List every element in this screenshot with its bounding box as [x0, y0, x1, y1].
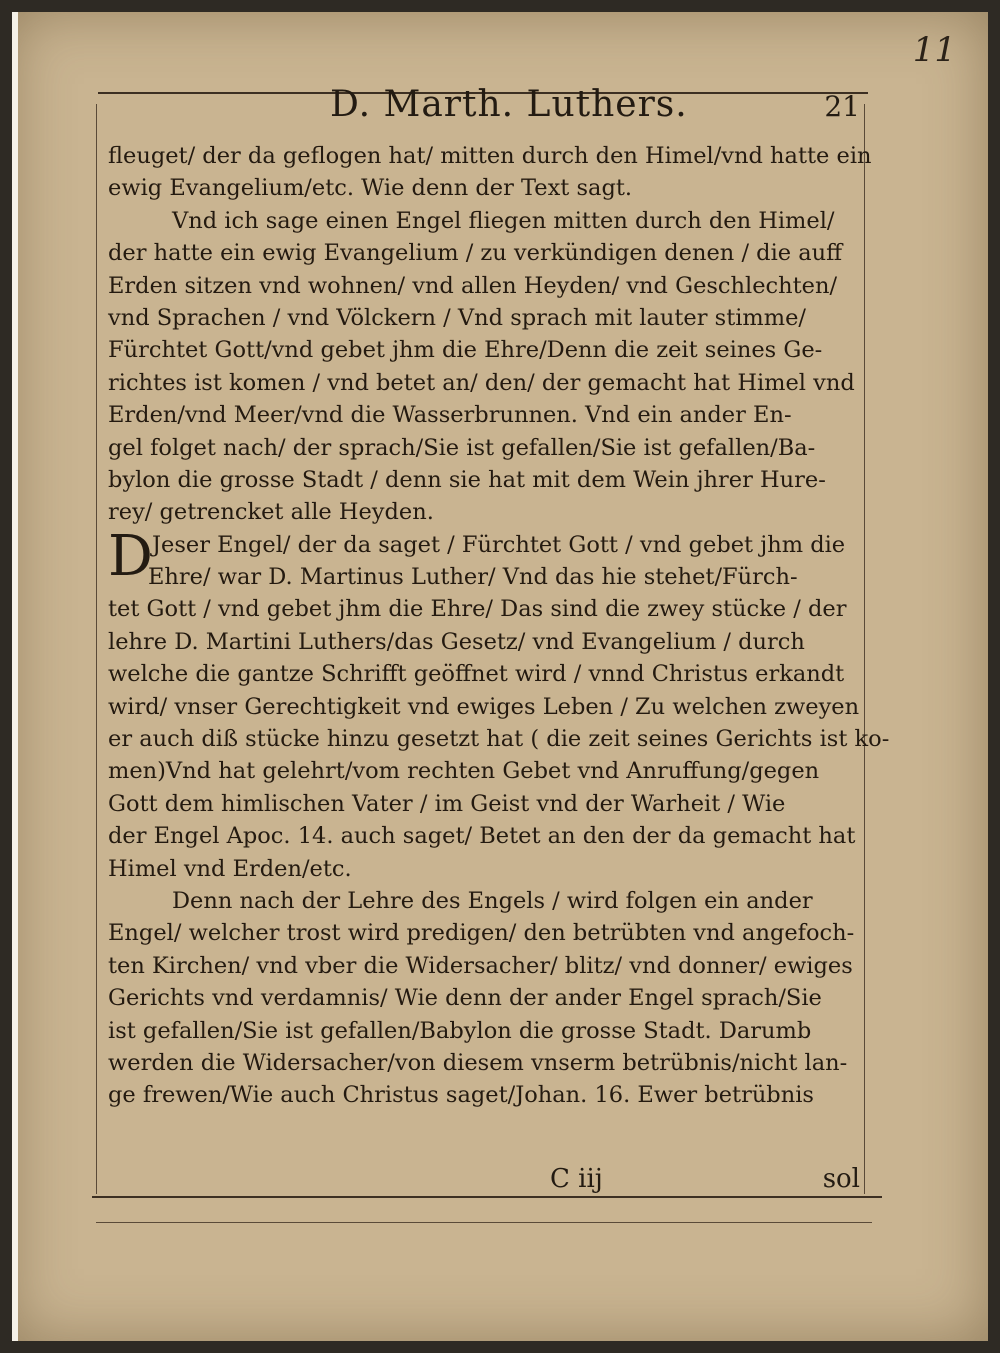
- text-line: Gott dem himlischen Vater / im Geist vnd der Warheit / Wie: [108, 790, 786, 817]
- folio-mark: 11: [912, 30, 956, 70]
- text-line: Fürchtet Gott/vnd gebet jhm die Ehre/Denn die zeit seines Ge-: [108, 337, 823, 364]
- text-line: lehre D. Martini Luthers/das Gesetz/ vnd Evangelium / durch: [108, 628, 805, 655]
- footer-rule: [92, 1196, 882, 1198]
- body-text: [108, 140, 890, 1112]
- text-line: ewig Evangelium/etc. Wie denn der Text sagt.: [108, 175, 633, 202]
- text-line: ist gefallen/Sie ist gefallen/Babylon die grosse Stadt. Darumb: [108, 1017, 812, 1044]
- text-line: er auch diß stücke hinzu gesetzt hat ( die zeit seines Gerichts ist ko-: [108, 726, 890, 753]
- text-line: Engel/ welcher trost wird predigen/ den betrübten vnd angefoch-: [108, 920, 855, 947]
- text-line: wird/ vnser Gerechtigkeit vnd ewiges Leben / Zu welchen zweyen: [108, 693, 860, 720]
- text-line: ge frewen/Wie auch Christus saget/Johan. 16. Ewer betrübnis: [108, 1082, 814, 1109]
- catchword: sol: [822, 1164, 860, 1194]
- text-line: gel folget nach/ der sprach/Sie ist gefallen/Sie ist gefallen/Ba-: [108, 434, 816, 461]
- page-number: 21: [824, 90, 860, 123]
- signature-mark: C iij: [550, 1164, 603, 1194]
- text-line: fleuget/ der da geflogen hat/ mitten durch den Himel/vnd hatte ein: [108, 143, 872, 169]
- text-line: men)Vnd hat gelehrt/vom rechten Gebet vnd Anruffung/gegen: [108, 758, 820, 785]
- left-margin-rule: [96, 104, 97, 1194]
- text-line: Himel vnd Erden/etc.: [108, 855, 352, 882]
- page-edge: [12, 12, 18, 1341]
- page-footer: [100, 1164, 860, 1204]
- text-line: Erden/vnd Meer/vnd die Wasserbrunnen. Vnd ein ander En-: [108, 402, 792, 429]
- text-line: Denn nach der Lehre des Engels / wird folgen ein ander: [172, 887, 813, 914]
- text-line: bylon die grosse Stadt / denn sie hat mit dem Wein jhrer Hure-: [108, 466, 826, 493]
- text-line: welche die gantze Schrifft geöffnet wird / vnnd Christus erkandt: [108, 661, 845, 688]
- text-line: der hatte ein ewig Evangelium / zu verkündigen denen / die auff: [108, 240, 843, 267]
- right-margin-rule: [864, 104, 865, 1194]
- text-line: Ehre/ war D. Martinus Luther/ Vnd das hie stehet/Fürch-: [148, 564, 798, 591]
- text-line-content: Jeser Engel/ der da saget / Fürchtet Gott / vnd gebet jhm die: [152, 531, 846, 558]
- text-line: rey/ getrencket alle Heyden.: [108, 499, 434, 526]
- drop-cap: D: [108, 523, 153, 589]
- text-line: der Engel Apoc. 14. auch saget/ Betet an den der da gemacht hat: [108, 823, 856, 850]
- text-line: tet Gott / vnd gebet jhm die Ehre/ Das sind die zwey stücke / der: [108, 596, 847, 623]
- footer-rule-thin: [96, 1222, 872, 1223]
- running-title: D. Marth. Luthers.: [330, 84, 688, 125]
- text-line: richtes ist komen / vnd betet an/ den/ der gemacht hat Himel vnd: [108, 369, 855, 396]
- text-line: werden die Widersacher/von diesem vnserm betrübnis/nicht lan-: [108, 1049, 848, 1076]
- text-line: Erden sitzen vnd wohnen/ vnd allen Heyden/ vnd Geschlechten/: [108, 272, 838, 299]
- text-line: ten Kirchen/ vnd vber die Widersacher/ blitz/ vnd donner/ ewiges: [108, 952, 853, 979]
- text-line: vnd Sprachen / vnd Völckern / Vnd sprach mit lauter stimme/: [108, 304, 806, 331]
- text-line: Gerichts vnd verdamnis/ Wie denn der ander Engel sprach/Sie: [108, 985, 822, 1012]
- page-header: [100, 84, 860, 132]
- text-line: Vnd ich sage einen Engel fliegen mitten durch den Himel/: [172, 207, 835, 234]
